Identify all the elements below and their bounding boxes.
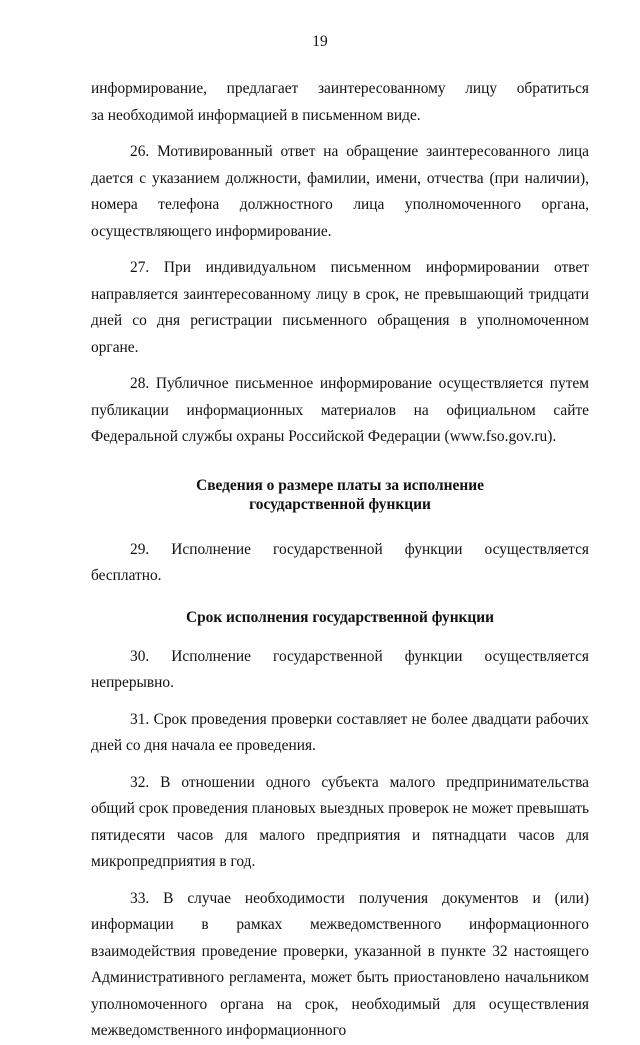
heading-fee-line2: государственной функции — [249, 495, 431, 513]
paragraph-30: 30. Исполнение государственной функции осуществляется непрерывно. — [91, 647, 589, 691]
page-number: 19 — [312, 33, 328, 50]
paragraph-28: 28. Публичное письменное информирование осуществляется путем публикации информационных материалов на официальном сайте Федеральной службы охраны Российской Федерации (www.fso.gov.ru). — [91, 375, 589, 445]
document-body — [91, 76, 589, 1045]
paragraph-32: 32. В отношении одного субъекта малого предпринимательства общий срок проведения плановых выездных проверок не может превышать пятидесяти часов для малого предприятия и пятнадцати часов для микропредприятия в год. — [91, 773, 589, 870]
paragraph-26: 26. Мотивированный ответ на обращение заинтересованного лица дается с указанием должности, фамилии, имени, отчества (при наличии), номера телефона должностного лица уполномоченного органа, осуществляющего информирование. — [91, 143, 589, 240]
heading-fee-line1: Сведения о размере платы за исполнение — [196, 476, 484, 494]
paragraph-31: 31. Срок проведения проверки составляет не более двадцати рабочих дней со дня начала ее проведения. — [91, 710, 589, 754]
paragraph-27: 27. При индивидуальном письменном информировании ответ направляется заинтересованному лицу в срок, не превышающий тридцати дней со дня регистрации письменного обращения в уполномоченном органе. — [91, 259, 589, 356]
paragraph-continued-line2: за необходимой информацией в письменном виде. — [91, 106, 421, 124]
paragraph-continued-line1: информирование, предлагает заинтересованному лицу обратиться — [91, 80, 589, 97]
paragraph-29: 29. Исполнение государственной функции осуществляется бесплатно. — [91, 540, 589, 584]
heading-term: Срок исполнения государственной функции — [185, 608, 495, 626]
heading-fee — [91, 476, 589, 514]
paragraph-33: 33. В случае необходимости получения документов и (или) информации в рамках межведомственного информационного взаимодействия проведение проверки, указанной в пункте 32 настоящего Административного регламента, может быть приостановлено начальником уполномоченного органа на срок, необходимый для осуществления межведомственного информационного — [91, 889, 589, 1039]
paragraph-continued — [91, 76, 589, 129]
